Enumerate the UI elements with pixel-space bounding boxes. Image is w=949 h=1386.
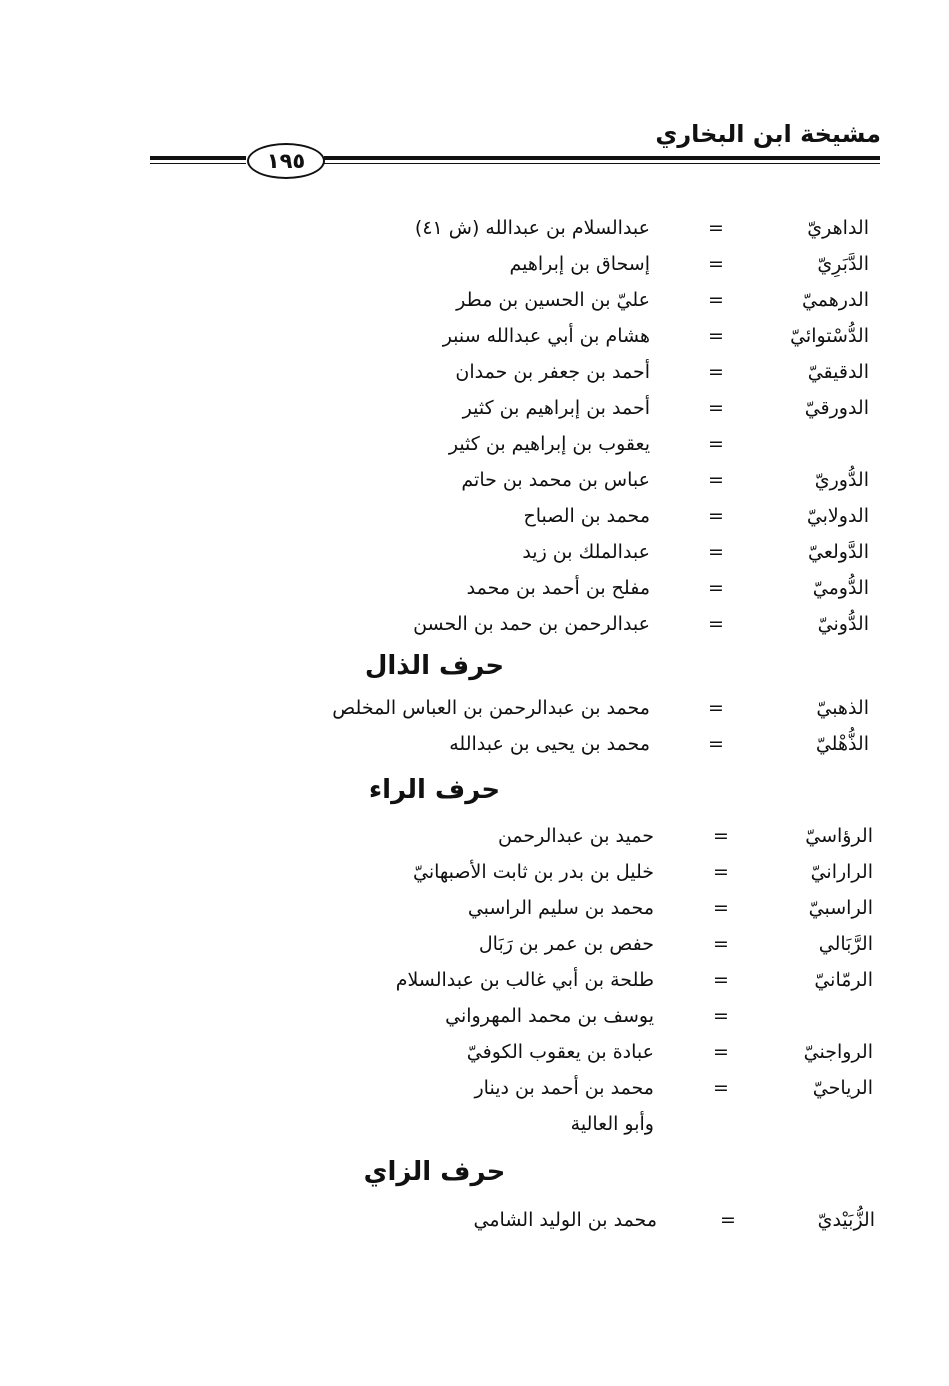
equals-sign: = (708, 253, 724, 275)
entry-continuation-row (0, 1106, 949, 1142)
equals-sign: = (708, 505, 724, 527)
narrator-name: محمد بن يحيى بن عبدالله (449, 733, 650, 755)
equals-sign: = (708, 733, 724, 755)
page-body (0, 210, 949, 1238)
narrator-name: هشام بن أبي عبدالله سنبر (442, 325, 650, 347)
narrator-name: عليّ بن الحسين بن مطر (456, 289, 650, 311)
equals-sign: = (708, 397, 724, 419)
nisba: الدَّبَرِيّ (817, 253, 869, 275)
equals-sign: = (708, 577, 724, 599)
nisba: الذهبيّ (816, 697, 869, 719)
equals-sign: = (713, 861, 729, 883)
equals-sign: = (713, 897, 729, 919)
entry-row (0, 998, 949, 1034)
nisba: الرارانيّ (810, 861, 873, 883)
nisba: الرمّانيّ (814, 969, 873, 991)
entry-row (0, 498, 949, 534)
narrator-name: إسحاق بن إبراهيم (509, 253, 650, 275)
nisba: الراسبيّ (808, 897, 873, 919)
nisba: الرواجنيّ (803, 1041, 873, 1063)
equals-sign: = (708, 433, 724, 455)
equals-sign: = (713, 933, 729, 955)
equals-sign: = (713, 1077, 729, 1099)
equals-sign: = (708, 217, 724, 239)
section-heading-zay (0, 1142, 949, 1202)
narrator-name: محمد بن الصباح (523, 505, 650, 527)
section-heading-dhal (0, 642, 949, 690)
entry-row (0, 390, 949, 426)
entry-row (0, 962, 949, 998)
section-heading-text: حرف الراء (368, 775, 501, 805)
entry-row (0, 890, 949, 926)
equals-sign: = (708, 325, 724, 347)
narrator-name: يوسف بن محمد المهرواني (445, 1005, 654, 1027)
entry-row (0, 210, 949, 246)
section-heading-ra (0, 762, 949, 818)
entry-row (0, 570, 949, 606)
entry-row (0, 1070, 949, 1106)
narrator-name: عبدالسلام بن عبدالله (ش ٤١) (414, 217, 650, 239)
narrator-name: محمد بن سليم الراسبي (467, 897, 654, 919)
nisba: الدُّوريّ (814, 469, 869, 491)
entry-row (0, 854, 949, 890)
narrator-name: أحمد بن إبراهيم بن كثير (462, 397, 650, 419)
section-heading-text: حرف الذال (364, 651, 505, 681)
entry-row (0, 462, 949, 498)
equals-sign: = (708, 361, 724, 383)
narrator-name: محمد بن الوليد الشامي (473, 1209, 657, 1231)
entry-row (0, 534, 949, 570)
nisba: الداهريّ (807, 217, 869, 239)
nisba: الدورقيّ (804, 397, 869, 419)
narrator-name: حفص بن عمر بن رَبَال (478, 933, 654, 955)
section-zay (0, 1202, 949, 1238)
narrator-name: محمد بن عبدالرحمن بن العباس المخلص (332, 697, 650, 719)
book-title: مشيخة ابن البخاري (655, 120, 881, 148)
entry-row (0, 726, 949, 762)
narrator-name: عباس بن محمد بن حاتم (461, 469, 650, 491)
equals-sign: = (713, 1041, 729, 1063)
narrator-name: أحمد بن جعفر بن حمدان (455, 361, 650, 383)
nisba: الزُّبَيْديّ (817, 1209, 875, 1231)
entry-row (0, 246, 949, 282)
nisba: الدقيقيّ (807, 361, 869, 383)
section-ra (0, 818, 949, 1142)
entry-row (0, 690, 949, 726)
narrator-name: طلحة بن أبي غالب بن عبدالسلام (395, 969, 654, 991)
nisba: الدرهميّ (801, 289, 869, 311)
equals-sign: = (708, 613, 724, 635)
narrator-name: عبادة بن يعقوب الكوفيّ (466, 1041, 654, 1063)
entry-row (0, 426, 949, 462)
narrator-name: خليل بن بدر بن ثابت الأصبهانيّ (413, 861, 654, 883)
narrator-name: يعقوب بن إبراهيم بن كثير (448, 433, 650, 455)
nisba: الذُّهْليّ (815, 733, 869, 755)
equals-sign: = (708, 469, 724, 491)
narrator-name: عبدالملك بن زيد (522, 541, 650, 563)
nisba: الدُّسْتوائيّ (790, 325, 869, 347)
equals-sign: = (708, 541, 724, 563)
page-number: ١٩٥ (247, 143, 325, 179)
equals-sign: = (713, 1005, 729, 1027)
entry-row (0, 354, 949, 390)
entry-row (0, 1034, 949, 1070)
entry-row (0, 282, 949, 318)
equals-sign: = (708, 289, 724, 311)
nisba: الدُّوميّ (812, 577, 869, 599)
nisba: الرياحيّ (812, 1077, 873, 1099)
header-rule-left (150, 156, 246, 160)
entry-row (0, 318, 949, 354)
nisba: الدولابيّ (806, 505, 869, 527)
narrator-name: حميد بن عبدالرحمن (497, 825, 654, 847)
narrator-name: مفلح بن أحمد بن محمد (466, 577, 650, 599)
entry-row (0, 818, 949, 854)
equals-sign: = (713, 825, 729, 847)
nisba: الرَّبَالي (818, 933, 873, 955)
entry-row (0, 926, 949, 962)
entry-row (0, 606, 949, 642)
equals-sign: = (713, 969, 729, 991)
narrator-name: عبدالرحمن بن حمد بن الحسن (413, 613, 650, 635)
nisba: الدَّولعيّ (807, 541, 869, 563)
entry-row (0, 1202, 949, 1238)
nisba: الرؤاسيّ (805, 825, 873, 847)
equals-sign: = (708, 697, 724, 719)
equals-sign: = (720, 1209, 736, 1231)
section-heading-text: حرف الزاي (363, 1157, 506, 1187)
narrator-name-continuation: وأبو العالية (570, 1113, 654, 1135)
narrator-name: محمد بن أحمد بن دينار (474, 1077, 654, 1099)
nisba: الدُّونيّ (817, 613, 869, 635)
header-rule-right (324, 156, 880, 160)
